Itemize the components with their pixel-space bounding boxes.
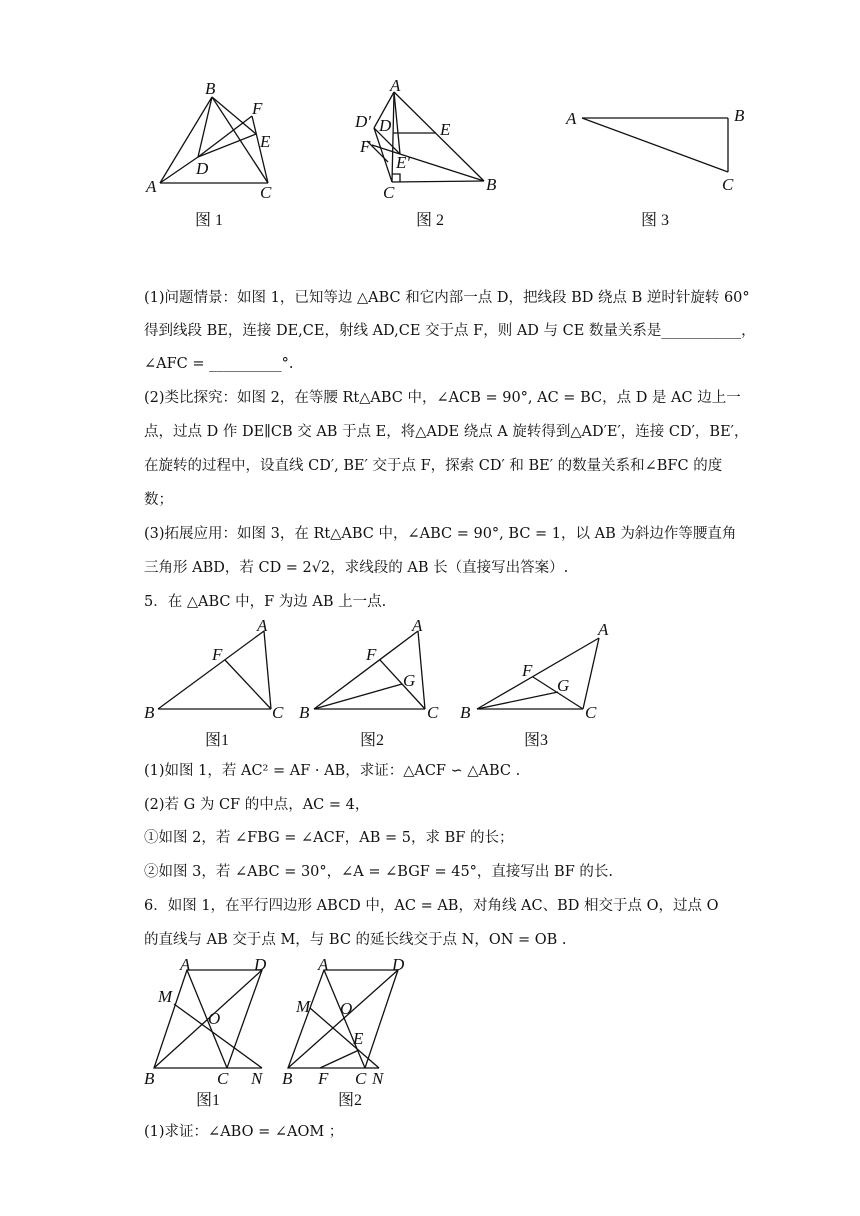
- q6f2-label-A: A: [318, 955, 329, 974]
- fig2-label-A: A: [390, 76, 401, 95]
- fig2-label-B: B: [486, 175, 497, 194]
- q6f2-label-F: F: [318, 1069, 329, 1088]
- q4-part2-line1: (2)类比探究：如图 2，在等腰 Rt△ABC 中，∠ACB = 90°, AC = BC，点 D 是 AC 边上一: [144, 390, 741, 406]
- q5f3-label-A: A: [598, 620, 609, 639]
- fig1-label-C: C: [260, 183, 272, 202]
- q5-fig3-drawing: [0, 600, 860, 760]
- q6-fig1-caption: 图1: [196, 1092, 221, 1109]
- q6f2-label-B: B: [282, 1069, 293, 1088]
- figure-3-drawing: [0, 0, 860, 240]
- q6f2-label-N: N: [372, 1069, 384, 1088]
- q6-line3: (1)求证：∠ABO = ∠AOM ；: [144, 1124, 344, 1140]
- q5f2-label-A: A: [412, 616, 423, 635]
- q5f2-label-B: B: [299, 703, 310, 722]
- q5f2-label-C: C: [427, 703, 439, 722]
- q5-line4: ②如图 3，若 ∠ABC = 30°，∠A = ∠BGF = 45°，直接写出 BF 的长.: [144, 864, 613, 880]
- fig2-label-E-prime: E′: [396, 153, 411, 172]
- fig2-label-C: C: [383, 183, 395, 202]
- q6-line1: 6．如图 1，在平行四边形 ABCD 中，AC = AB，对角线 AC、BD 相交于点 O，过点 O: [144, 898, 719, 914]
- q4-part3-line1: (3)拓展应用：如图 3，在 Rt△ABC 中，∠ABC = 90°, BC = 1，以 AB 为斜边作等腰直角: [144, 526, 737, 542]
- q6-line2: 的直线与 AB 交于点 M，与 BC 的延长线交于点 N，ON = OB .: [144, 932, 567, 948]
- q5f3-label-F: F: [522, 661, 533, 680]
- q5-fig1-caption: 图1: [205, 732, 230, 749]
- q5f1-label-F: F: [212, 645, 223, 664]
- fig2-caption: 图 2: [416, 212, 445, 229]
- q5f1-label-B: B: [144, 703, 155, 722]
- fig1-label-D: D: [196, 159, 209, 178]
- q5f2-label-G: G: [403, 671, 416, 690]
- q4-part2-line2: 点，过点 D 作 DE∥CB 交 AB 于点 E，将△ADE 绕点 A 旋转得到△AD′E′，连接 CD′，BE′，: [144, 424, 749, 440]
- q6f1-label-C: C: [217, 1069, 229, 1088]
- fig1-label-F: F: [252, 99, 263, 118]
- q5f3-label-B: B: [460, 703, 471, 722]
- q6f1-label-D: D: [254, 955, 267, 974]
- fig3-label-C: C: [722, 175, 734, 194]
- q6f1-label-M: M: [158, 987, 173, 1006]
- q6f2-label-E: E: [353, 1029, 364, 1048]
- q6f2-label-O: O: [340, 999, 353, 1018]
- q5-line2: (2)若 G 为 CF 的中点，AC = 4，: [144, 797, 370, 813]
- q4-part2-line4: 数；: [144, 492, 173, 508]
- q6f2-label-D: D: [392, 955, 405, 974]
- q4-part2-line3: 在旋转的过程中，设直线 CD′, BE′ 交于点 F，探索 CD′ 和 BE′ 的数量关系和∠BFC 的度: [144, 458, 723, 474]
- q4-part1-line3: ∠AFC = __________°.: [144, 356, 294, 372]
- fig1-label-E: E: [260, 132, 271, 151]
- q4-part3-line2: 三角形 ABD，若 CD = 2√2，求线段的 AB 长（直接写出答案）.: [144, 560, 569, 576]
- q6f1-label-B: B: [144, 1069, 155, 1088]
- q5-line1: (1)如图 1，若 AC² = AF · AB，求证：△ACF ∽ △ABC .: [144, 763, 521, 779]
- q6f2-label-M: M: [296, 997, 311, 1016]
- fig1-label-B: B: [205, 79, 216, 98]
- q6f1-label-A: A: [180, 955, 191, 974]
- q6f1-label-O: O: [208, 1009, 221, 1028]
- q4-part1-line2: 得到线段 BE，连接 DE,CE，射线 AD,CE 交于点 F，则 AD 与 CE 数量关系是___________，: [144, 323, 756, 339]
- fig1-caption: 图 1: [195, 212, 224, 229]
- q5f2-label-F: F: [366, 645, 377, 664]
- q5f1-label-C: C: [272, 703, 284, 722]
- fig2-label-F: F: [360, 137, 371, 156]
- q6-fig2-caption: 图2: [338, 1092, 363, 1109]
- q6-fig2-drawing: [0, 950, 860, 1090]
- q6f1-label-N: N: [251, 1069, 263, 1088]
- q5-title: 5．在 △ABC 中，F 为边 AB 上一点.: [144, 594, 387, 610]
- q4-part1-line1: (1)问题情景：如图 1，已知等边 △ABC 和它内部一点 D，把线段 BD 绕点 B 逆时针旋转 60°: [144, 290, 750, 306]
- q5-line3: ①如图 2，若 ∠FBG = ∠ACF，AB = 5，求 BF 的长；: [144, 830, 514, 846]
- q5f1-label-A: A: [257, 616, 268, 635]
- fig1-label-A: A: [146, 177, 157, 196]
- fig2-label-D: D: [379, 116, 392, 135]
- fig3-caption: 图 3: [641, 212, 670, 229]
- q5-fig2-caption: 图2: [360, 732, 385, 749]
- q5f3-label-C: C: [585, 703, 597, 722]
- fig3-label-B: B: [734, 106, 745, 125]
- fig2-label-E: E: [440, 120, 451, 139]
- q5-fig3-caption: 图3: [524, 732, 549, 749]
- fig3-label-A: A: [566, 109, 577, 128]
- fig2-label-D-prime: D′: [355, 112, 371, 131]
- q6f2-label-C: C: [355, 1069, 367, 1088]
- q5f3-label-G: G: [557, 676, 570, 695]
